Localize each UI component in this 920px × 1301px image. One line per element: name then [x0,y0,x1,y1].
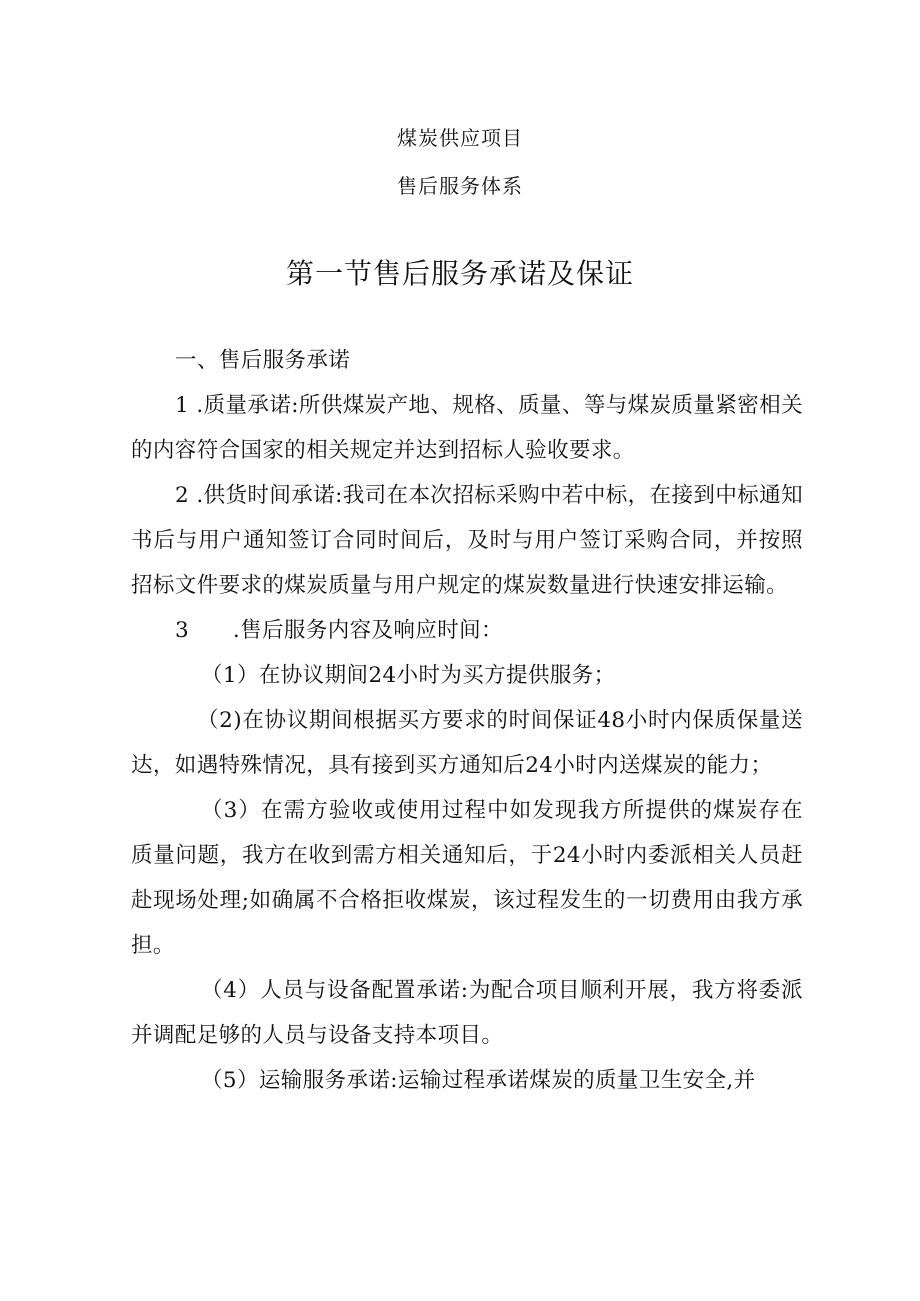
list-item-2: （2)在协议期间根据买方要求的时间保证48小时内保质保量送达，如遇特殊情况，具有接到买方通知后24小时内送煤炭的能力； [131,708,803,778]
system-title: 售后服务体系 [397,174,523,198]
section-title: 第一节售后服务承诺及保证 [285,257,634,290]
list-item-1: （1）在协议期间24小时为买方提供服务； [201,663,616,688]
list-item-3: （3）在需方验收或使用过程中如发现我方所提供的煤炭存在质量问题，我方在收到需方相关通知后，于24小时内委派相关人员赶赴现场处理;如确属不合格拒收煤炭，该过程发生的一切费用由我方承担。 [131,798,803,958]
document-body [131,338,803,1103]
project-title: 煤炭供应项目 [397,126,523,150]
section-heading: 一、售后服务承诺 [175,348,351,373]
paragraph-quality-commitment: 1 .质量承诺:所供煤炭产地、规格、质量、等与煤炭质量紧密相关的内容符合国家的相关规定并达到招标人验收要求。 [131,393,803,463]
paragraph-service-content: 3 .售后服务内容及响应时间： [175,618,503,643]
list-item-5: （5）运输服务承诺:运输过程承诺煤炭的质量卫生安全,并 [201,1068,756,1093]
list-item-4: （4）人员与设备配置承诺:为配合项目顺利开展，我方将委派并调配足够的人员与设备支持本项目。 [131,978,803,1048]
paragraph-delivery-commitment: 2 .供货时间承诺:我司在本次招标采购中若中标，在接到中标通知书后与用户通知签订合同时间后，及时与用户签订采购合同，并按照招标文件要求的煤炭质量与用户规定的煤炭数量进行快速安排运输。 [131,483,803,598]
